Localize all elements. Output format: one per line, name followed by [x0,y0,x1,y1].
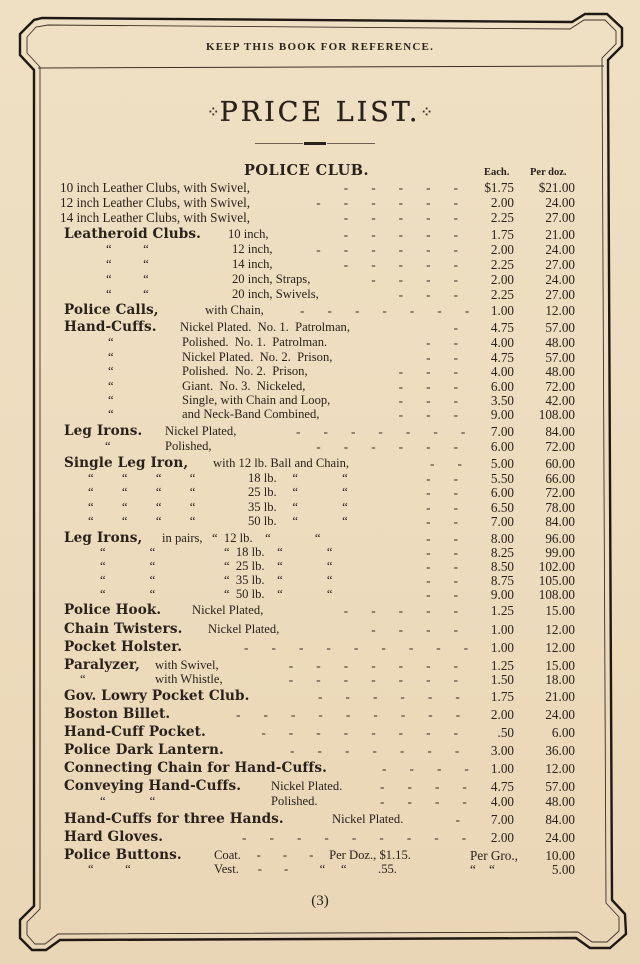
item-description: Nickel Plated. No. 1. Patrolman, [180,320,350,334]
price-row [0,545,640,560]
price-per-dozen: 12.00 [545,640,575,655]
item-description: “ 18 lb. “ “ [224,545,333,559]
price-each: 4.75 [490,779,514,794]
header-note: KEEP THIS BOOK FOR REFERENCE. [205,41,435,53]
price-per-dozen: 24.00 [545,195,575,210]
ditto-mark: “ “ “ “ [88,485,196,499]
price-each: 6.00 [490,485,514,500]
price-per-dozen: 99.00 [545,545,575,560]
price-each: 2.25 [490,257,514,272]
item-category: Paralyzer, [64,657,140,673]
item-category: Gov. Lowry Pocket Club. [64,688,250,704]
item-description: 35 lb. “ “ [248,500,348,514]
item-category: Hand-Cuff Pocket. [64,724,206,740]
item-description: 25 lb. “ “ [248,485,348,499]
price-per-dozen: 21.00 [545,689,575,704]
dot-leader: - - [426,500,458,515]
ditto-mark: “ [80,672,86,686]
dot-leader: - - - - - - - - [261,725,458,740]
price-each: 8.00 [490,531,514,546]
price-row [0,287,640,302]
price-each: 6.50 [490,500,514,515]
price-each: 9.00 [490,407,514,422]
price-each: 6.00 [490,379,514,394]
price-per-dozen: 27.00 [545,287,575,302]
price-per-dozen: 102.00 [538,559,575,574]
price-row [0,242,640,257]
ditto-mark: “ “ [106,257,149,271]
item-description: Polished. No. 2. Prison, [182,364,308,378]
price-row [0,407,640,422]
price-each: 7.00 [490,514,514,529]
price-per-dozen: 84.00 [545,514,575,529]
price-row [0,210,640,225]
item-description: 10 inch Leather Clubs, with Swivel, [60,180,251,195]
price-each: 3.00 [490,743,514,758]
price-row [0,485,640,500]
item-description: 20 inch, Straps, [232,272,311,286]
price-row [0,364,640,379]
price-row [0,379,640,394]
ditto-mark: “ [108,364,114,378]
price-row [0,743,640,758]
price-each: 5.00 [490,456,514,471]
price-each: 1.00 [490,761,514,776]
dot-leader: - [455,812,460,827]
price-each: 7.00 [490,424,514,439]
price-each: 3.50 [490,393,514,408]
price-each: 8.75 [490,573,514,588]
price-each: 2.00 [490,195,514,210]
price-per-dozen: 42.00 [545,393,575,408]
price-per-dozen: 57.00 [545,320,575,335]
price-per-dozen: 72.00 [545,485,575,500]
item-description: Nickel Plated, [208,622,280,636]
price-per-dozen: 21.00 [545,227,575,242]
price-row [0,707,640,722]
dot-leader: - - [426,350,458,365]
item-category: Conveying Hand-Cuffs. [64,778,242,794]
item-category: Police Dark Lantern. [64,742,224,758]
ditto-mark: “ “ [106,272,149,286]
ditto-mark: “ [108,407,114,421]
dot-leader: - - [430,456,462,471]
price-row [0,180,640,195]
item-description: Nickel Plated, [165,424,237,438]
price-each: 1.00 [490,303,514,318]
price-each: 7.00 [490,812,514,827]
price-per-dozen: 84.00 [545,812,575,827]
item-category: Chain Twisters. [64,621,183,637]
dot-leader: - - - - - - [316,195,458,210]
dot-leader: - - - [398,287,458,302]
ditto-mark: “ “ [88,862,131,876]
dot-leader: - - [426,471,458,486]
price-per-dozen: 72.00 [545,379,575,394]
ditto-mark: “ “ [106,242,149,256]
price-row [0,761,640,776]
dot-leader: - - - - [380,794,467,809]
item-category: Police Buttons. [64,847,182,863]
item-description: 12 inch Leather Clubs, with Swivel, [60,195,251,210]
title-rule-right [327,143,375,144]
price-each: 1.25 [490,603,514,618]
ditto-mark: “ “ “ “ [88,500,196,514]
ditto-mark: “ “ “ “ [88,471,196,485]
price-row [0,779,640,794]
price-row [0,350,640,365]
price-each: 4.00 [490,335,514,350]
price-per-dozen: 105.00 [538,573,575,588]
item-category: Leg Irons. [64,423,143,439]
price-row [0,335,640,350]
price-per-dozen: 10.00 [545,848,575,863]
item-category: Hand-Cuffs. [64,319,157,335]
price-per-dozen: 18.00 [545,672,575,687]
dot-leader: - - [426,531,458,546]
price-row [0,320,640,335]
price-each: 2.00 [490,707,514,722]
item-description: with 12 lb. Ball and Chain, [213,456,350,470]
price-row [0,603,640,618]
dot-leader: - - - - [371,272,458,287]
price-per-dozen: 6.00 [551,725,575,740]
price-each: 6.00 [490,439,514,454]
price-per-dozen: 12.00 [545,622,575,637]
price-each: 5.50 [490,471,514,486]
dot-leader: - - - - [382,761,469,776]
dot-leader: - - - - - - - - - [242,830,467,845]
dot-leader: - - - - - - - - - [244,640,469,655]
item-category: Single Leg Iron, [64,455,189,471]
price-per-dozen: 48.00 [545,335,575,350]
price-row [0,195,640,210]
item-description: Vest. - - “ “ .55. [214,862,397,876]
price-per-dozen: 24.00 [545,272,575,287]
column-header-per-doz: Per doz. [530,167,567,178]
price-row [0,812,640,827]
price-per-dozen: 57.00 [545,350,575,365]
price-row [0,514,640,529]
price-per-dozen: 96.00 [545,531,575,546]
item-description: with Chain, [205,303,264,317]
price-row [0,439,640,454]
dot-leader: - - - - - - - [296,424,466,439]
price-per-dozen: 72.00 [545,439,575,454]
price-row [0,622,640,637]
price-per-dozen: 12.00 [545,761,575,776]
item-description: Nickel Plated. [332,812,404,826]
item-description: Polished, [165,439,212,453]
dot-leader: - - - - [380,779,467,794]
price-per-dozen: 27.00 [545,210,575,225]
dot-leader: - - - - - [343,603,458,618]
item-description: 14 inch Leather Clubs, with Swivel, [60,210,251,225]
dot-leader: - - - - - - - [290,743,460,758]
price-per-dozen: 36.00 [545,743,575,758]
dot-leader: - - - - - - [318,689,460,704]
item-description: Coat. - - - Per Doz., $1.15. [214,848,411,862]
dot-leader: - [453,320,458,335]
price-row [0,672,640,687]
item-description: Giant. No. 3. Nickeled, [182,379,306,393]
ditto-mark: “ “ [100,545,156,559]
header-rule [38,66,604,68]
price-each: $1.75 [484,180,514,195]
price-row [0,640,640,655]
price-per-dozen: 66.00 [545,471,575,486]
dot-leader: - - - - [371,622,458,637]
price-row [0,257,640,272]
dot-leader: - - [426,485,458,500]
price-per-dozen: 48.00 [545,794,575,809]
price-row [0,587,640,602]
price-each: 4.75 [490,320,514,335]
item-category: Leg Irons, [64,530,143,546]
price-row [0,830,640,845]
item-category: Leatheroid Clubs. [64,226,201,242]
price-row [0,725,640,740]
item-description: “ 35 lb. “ “ [224,573,333,587]
item-category: Hard Gloves. [64,829,164,845]
price-each: 2.00 [490,242,514,257]
price-each: 1.00 [490,622,514,637]
ditto-mark: “ [105,439,111,453]
price-row [0,862,640,877]
price-row [0,303,640,318]
price-each: Per Gro., [470,848,518,863]
dot-leader: - - [426,545,458,560]
ditto-mark: “ “ [100,573,156,587]
dot-leader: - - - [398,407,458,422]
price-each: 8.25 [490,545,514,560]
dot-leader: - - - - - [343,180,458,195]
price-each: 4.00 [490,364,514,379]
price-each: 1.25 [490,658,514,673]
item-description: Nickel Plated, [192,603,264,617]
price-per-dozen: 5.00 [551,862,575,877]
item-description: Polished. [271,794,318,808]
price-each: 4.75 [490,350,514,365]
item-description: 20 inch, Swivels, [232,287,319,301]
item-description: in pairs, “ 12 lb. “ “ [162,531,321,545]
price-per-dozen: $21.00 [538,180,575,195]
item-description: with Whistle, [155,672,223,686]
price-row [0,794,640,809]
price-row [0,424,640,439]
item-description: with Swivel, [155,658,219,672]
price-row [0,500,640,515]
ornament-right-icon: ⁘ [420,103,433,121]
item-description: 10 inch, [228,227,269,241]
title-text: PRICE LIST. [219,97,421,128]
dot-leader: - - [426,587,458,602]
item-category: Pocket Holster. [64,639,183,655]
price-per-dozen: 27.00 [545,257,575,272]
price-row [0,573,640,588]
dot-leader: - - [426,514,458,529]
price-each: 1.75 [490,689,514,704]
price-row [0,531,640,546]
price-per-dozen: 84.00 [545,424,575,439]
price-row [0,559,640,574]
dot-leader: - - - - - - - [300,303,470,318]
price-per-dozen: 24.00 [545,707,575,722]
item-category: Police Hook. [64,602,162,618]
price-per-dozen: 78.00 [545,500,575,515]
dot-leader: - - - - - - [316,439,458,454]
ditto-mark: “ [108,393,114,407]
dot-leader: - - [426,559,458,574]
dot-leader: - - - - - - - [288,658,458,673]
item-category: Hand-Cuffs for three Hands. [64,811,284,827]
item-description: and Neck-Band Combined, [182,407,320,421]
price-each: 2.00 [490,830,514,845]
dot-leader: - - - - - - - [288,672,458,687]
dot-leader: - - [426,573,458,588]
ditto-mark: “ [108,350,114,364]
ditto-mark: “ “ [100,587,156,601]
dot-leader: - - - - - [343,210,458,225]
item-category: Boston Billet. [64,706,171,722]
price-per-dozen: 60.00 [545,456,575,471]
ditto-mark: “ “ [100,794,156,808]
price-per-dozen: 24.00 [545,242,575,257]
price-per-dozen: 108.00 [538,407,575,422]
item-category: Connecting Chain for Hand-Cuffs. [64,760,327,776]
price-each: 2.00 [490,272,514,287]
price-row [0,848,640,863]
page-number: (3) [311,893,329,909]
item-description: Nickel Plated. No. 2. Prison, [182,350,333,364]
price-each: 8.50 [490,559,514,574]
item-description: 14 inch, [232,257,273,271]
price-each: 1.00 [490,640,514,655]
item-description: “ 25 lb. “ “ [224,559,333,573]
price-each: 2.25 [490,210,514,225]
ditto-mark: “ “ [106,287,149,301]
item-description: Polished. No. 1. Patrolman. [182,335,328,349]
section-title: POLICE CLUB. [244,162,370,179]
price-each: 1.75 [490,227,514,242]
price-per-dozen: 108.00 [538,587,575,602]
price-per-dozen: 15.00 [545,603,575,618]
dot-leader: - - [426,335,458,350]
price-per-dozen: 57.00 [545,779,575,794]
item-description: “ 50 lb. “ “ [224,587,333,601]
dot-leader: - - - - - [343,257,458,272]
price-row [0,227,640,242]
title-rule-left [255,143,303,144]
price-row [0,393,640,408]
page-title [0,97,640,128]
item-description: Single, with Chain and Loop, [182,393,331,407]
ditto-mark: “ [108,379,114,393]
ditto-mark: “ “ “ “ [88,514,196,528]
title-rule-center [304,142,326,145]
price-row [0,471,640,486]
column-header-each: Each. [484,167,510,178]
dot-leader: - - - [398,393,458,408]
price-each: 2.25 [490,287,514,302]
ditto-mark: “ “ [100,559,156,573]
dot-leader: - - - [398,379,458,394]
price-row [0,272,640,287]
price-row [0,658,640,673]
dot-leader: - - - - - [343,227,458,242]
price-each: .50 [497,725,514,740]
price-per-dozen: 15.00 [545,658,575,673]
item-description: 50 lb. “ “ [248,514,348,528]
price-per-dozen: 12.00 [545,303,575,318]
ditto-mark: “ [108,335,114,349]
ornament-left-icon: ⁘ [207,103,220,121]
price-each: 1.50 [490,672,514,687]
price-row [0,689,640,704]
item-category: Police Calls, [64,302,159,318]
dot-leader: - - - - - - [316,242,458,257]
item-description: Nickel Plated. [271,779,343,793]
price-per-dozen: 48.00 [545,364,575,379]
price-per-dozen: 24.00 [545,830,575,845]
price-row [0,456,640,471]
price-each: 9.00 [490,587,514,602]
price-each: 4.00 [490,794,514,809]
dot-leader: - - - [398,364,458,379]
dot-leader: - - - - - - - - - [236,707,461,722]
item-description: 18 lb. “ “ [248,471,348,485]
price-each: “ “ [470,862,495,877]
item-description: 12 inch, [232,242,273,256]
